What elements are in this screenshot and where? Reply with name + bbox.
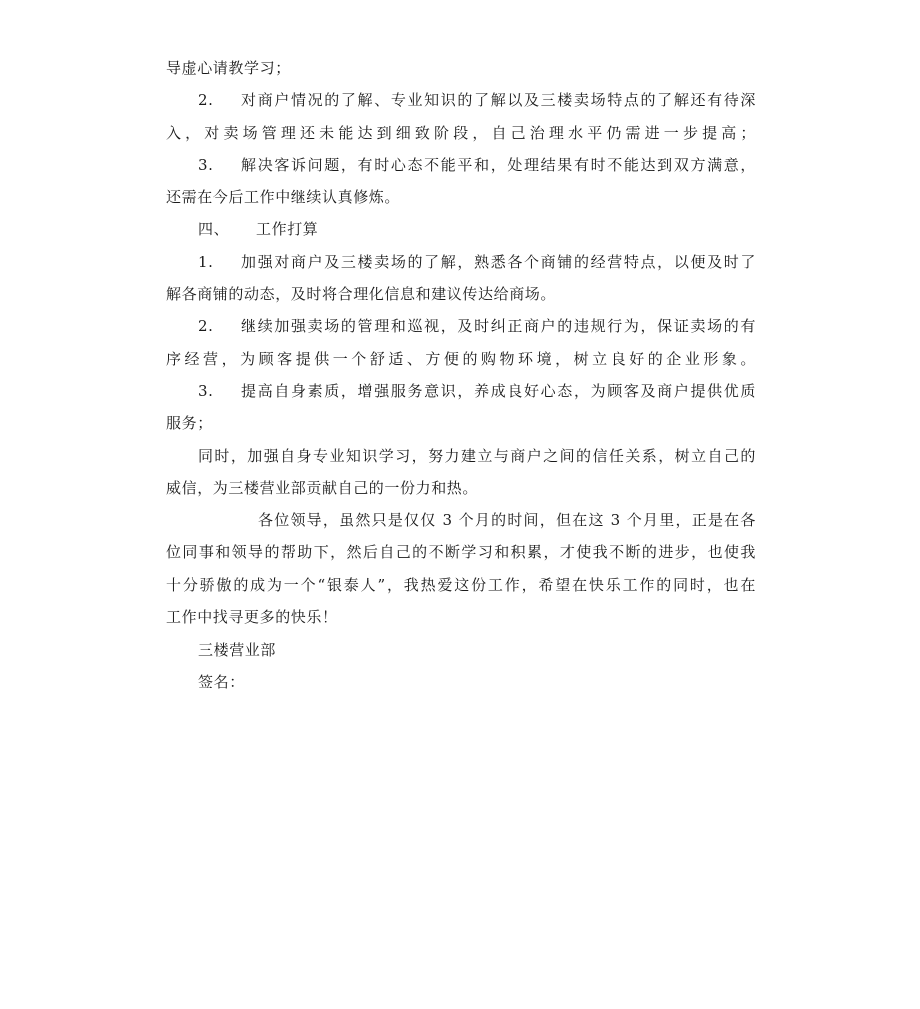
text-line: 入，对卖场管理还未能达到细致阶段，自己治理水平仍需进一步提高； — [166, 124, 756, 142]
plan-item-2 — [198, 316, 756, 336]
list-marker: 3. — [198, 382, 214, 400]
department-name: 三楼营业部 — [198, 641, 277, 659]
text-line: 对商户情况的了解、专业知识的了解以及三楼卖场特点的了解还有待深 — [240, 91, 756, 109]
signature-label: 签名： — [198, 673, 245, 691]
text-line: 继续加强卖场的管理和巡视，及时纠正商户的违规行为，保证卖场的有 — [240, 317, 756, 335]
list-marker: 3. — [198, 156, 214, 174]
text-line: 十分骄傲的成为一个“银泰人”，我热爱这份工作，希望在快乐工作的同时，也在 — [166, 576, 756, 594]
text-line: 解决客诉问题，有时心态不能平和，处理结果有时不能达到双方满意， — [240, 156, 756, 174]
paragraph-line: 同时，加强自身专业知识学习，努力建立与商户之间的信任关系，树立自己的 — [198, 447, 756, 465]
text-line: 序经营，为顾客提供一个舒适、方便的购物环境，树立良好的企业形象。 — [166, 350, 756, 368]
text-line: 加强对商户及三楼卖场的了解，熟悉各个商铺的经营特点，以便及时了 — [240, 253, 756, 271]
list-marker: 1. — [198, 253, 214, 271]
list-marker: 2. — [198, 317, 214, 335]
text-line: 提高自身素质，增强服务意识，养成良好心态，为顾客及商户提供优质 — [240, 382, 756, 400]
text-line: 位同事和领导的帮助下，然后自己的不断学习和积累，才使我不断的进步，也使我 — [166, 543, 756, 561]
text-line: 还需在今后工作中继续认真修炼。 — [166, 188, 401, 206]
text-line: 服务； — [166, 414, 213, 432]
section-heading — [198, 219, 318, 239]
plan-item-3 — [198, 381, 756, 401]
section-marker: 四、 — [198, 220, 230, 238]
section-title: 工作打算 — [256, 220, 319, 238]
list-item-2 — [198, 90, 756, 110]
text-line: 工作中找寻更多的快乐！ — [166, 608, 338, 626]
text-line: 威信，为三楼营业部贡献自己的一份力和热。 — [166, 479, 479, 497]
text-line: 解各商铺的动态，及时将合理化信息和建议传达给商场。 — [166, 285, 557, 303]
plan-item-1 — [198, 252, 756, 272]
list-marker: 2. — [198, 91, 214, 109]
text-line: 导虚心请教学习； — [166, 59, 291, 77]
paragraph-line: 各位领导，虽然只是仅仅 3 个月的时间，但在这 3 个月里，正是在各 — [258, 511, 756, 529]
list-item-3 — [198, 155, 756, 175]
